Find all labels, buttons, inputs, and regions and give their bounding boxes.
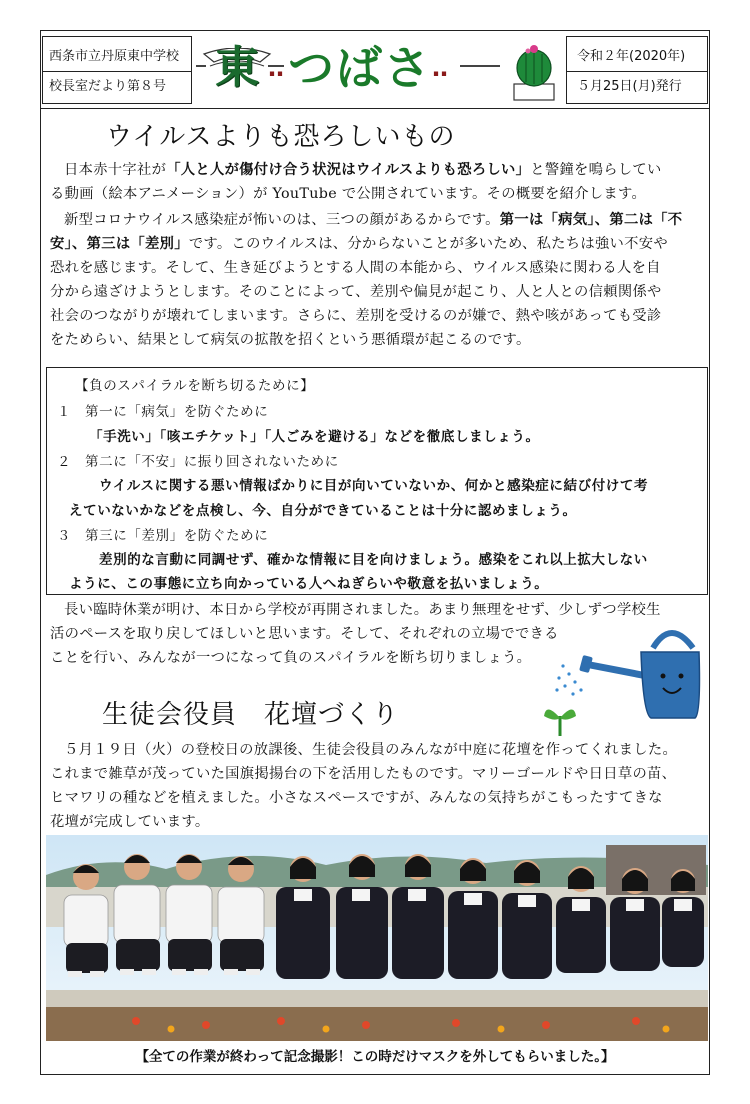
item3-body2: ように、この事態に立ち向かっている人へねぎらいや敬意を払いましょう。 — [69, 576, 549, 592]
p2-line3: 恐れを感じます。そして、生き延びようとする人間の本能から、ウイルス感染に関わる人を自 — [50, 260, 661, 276]
box-heading: 【負のスパイラルを断ち切るために】 — [75, 378, 315, 394]
p1-quote: 「人と人が傷付け合う状況はウイルスよりも恐ろしい」 — [166, 162, 531, 178]
masthead-dots-right: ‥ — [432, 54, 449, 82]
newsletter-number: 校長室だより第８号 — [49, 79, 167, 94]
p1-line2: る動画（絵本アニメーション）が YouTube で公開されています。その概要を紹介します。 — [50, 186, 647, 202]
school-name: 西条市立丹原東中学校 — [49, 49, 180, 64]
header-bottom-rule — [40, 108, 710, 109]
p2-bold-a: 第一は「病気」、第二は「不 — [499, 212, 683, 228]
sprout-icon — [540, 698, 580, 738]
masthead — [208, 40, 498, 100]
article1-title: ウイルスよりも恐ろしいもの — [106, 122, 456, 152]
p2-line6: をためらい、結果として病気の拡散を招くという悪循環が起こるのです。 — [50, 332, 531, 348]
item2-title: 第二に「不安」に振り回されないために — [85, 454, 339, 470]
cactus-icon — [508, 40, 560, 102]
article2-title: 生徒会役員 花壇づくり — [102, 700, 400, 730]
header-date-box — [566, 36, 708, 104]
photo-caption: 【全ての作業が終わって記念撮影！この時だけマスクを外してもらいました。】 — [135, 1049, 615, 1065]
p1-text-a: 日本赤十字社が — [64, 162, 167, 178]
p1-text-b: と警鐘を鳴らしてい — [530, 162, 662, 178]
masthead-kanji: 東 — [215, 42, 259, 93]
masthead-dots-left: ‥ — [268, 54, 285, 82]
item3-body1: 差別的な言動に同調せず、確かな情報に目を向けましょう。感染をこれ以上拡大しない — [99, 552, 648, 568]
issue-date: ５月25日(月)発行 — [577, 79, 682, 94]
era-year: 令和２年(2020年) — [577, 49, 686, 64]
closing-line3: ことを行い、みんなが一つになって負のスパイラルを断ち切りましょう。 — [50, 650, 532, 666]
a2-line4: 花壇が完成しています。 — [50, 814, 210, 830]
article1-paragraph2 — [50, 208, 702, 352]
article2-paragraph — [50, 738, 702, 834]
group-photo-image — [46, 835, 708, 1041]
header-divider-right — [567, 71, 707, 72]
p2-line5: 社会のつながりが壊れてしまいます。さらに、差別を受けるのが嫌で、熱や咳があっても受診 — [50, 308, 662, 324]
a2-line1: ５月１９日（火）の登校日の放課後、生徒会役員のみんなが中庭に花壇を作ってくれました。 — [64, 742, 678, 758]
article1-paragraph1 — [50, 158, 702, 206]
p2-text-a: 新型コロナウイルス感染症が怖いのは、三つの顔があるからです。 — [64, 212, 500, 228]
p2-bold-b: 安」、第三は「差別」 — [50, 236, 189, 252]
item3-number: ３ — [57, 528, 72, 544]
item2-body1: ウイルスに関する悪い情報ばかりに目が向いていないか、何かと感染症に結び付けて考 — [99, 478, 649, 494]
p2-line4: 分から遠ざけようとします。そのことによって、差別や偏見が起こり、人と人との信頼関係や — [50, 284, 662, 300]
masthead-title: つばさ — [288, 41, 432, 95]
item1-title: 第一に「病気」を防ぐために — [85, 404, 269, 420]
item2-body2: えていないかなどを点検し、今、自分ができていることは十分に認めましょう。 — [69, 503, 577, 519]
closing-line2: 活のペースを取り戻してほしいと思います。そして、それぞれの立場でできる — [50, 626, 559, 642]
a2-line3: ヒマワリの種などを植えました。小さなスペースですが、みんなの気持ちがこもったすてきな — [50, 790, 663, 806]
masthead-rule-right — [460, 65, 500, 67]
closing-line1: 長い臨時休業が明け、本日から学校が再開されました。あまり無理をせず、少しずつ学校生 — [64, 602, 661, 618]
group-photo — [46, 835, 708, 1041]
header-divider — [43, 71, 191, 72]
spiral-box — [46, 367, 708, 595]
a2-line2: これまで雑草が茂っていた国旗掲揚台の下を活用したものです。マリーゴールドや日日草の苗、 — [50, 766, 677, 782]
header-school-box — [42, 36, 192, 104]
p2-text-b: です。このウイルスは、分からないことが多いため、私たちは強い不安や — [188, 236, 668, 252]
item1-body: 「手洗い」「咳エチケット」「人ごみを避ける」などを徹底しましょう。 — [89, 429, 540, 445]
item1-number: １ — [57, 404, 72, 420]
item2-number: ２ — [57, 454, 72, 470]
item3-title: 第三に「差別」を防ぐために — [85, 528, 269, 544]
